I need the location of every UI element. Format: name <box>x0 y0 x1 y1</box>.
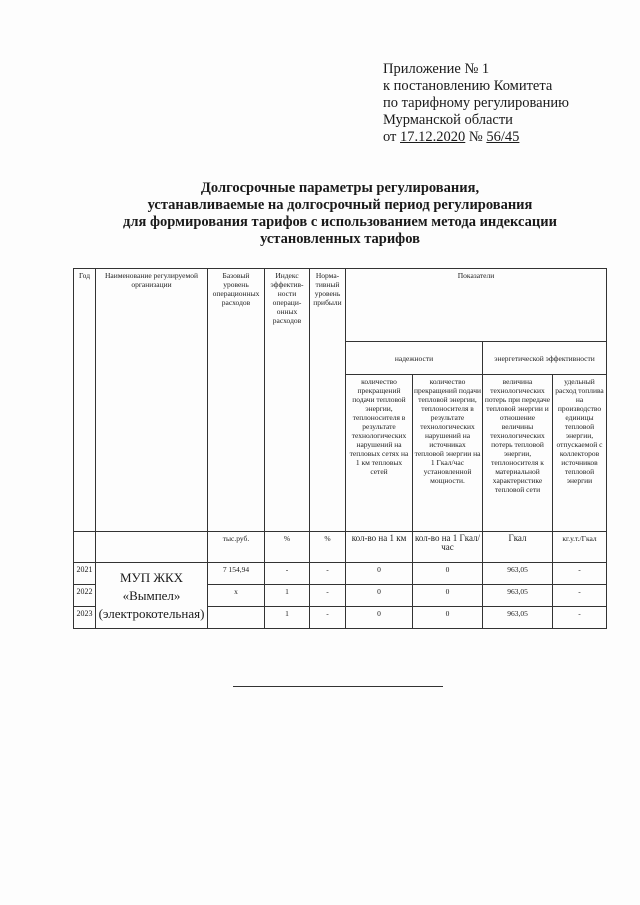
row-index: 1 <box>265 585 310 607</box>
appendix-block <box>383 61 633 146</box>
title-line3: для формирования тарифов с использованием метода индексации <box>123 214 557 230</box>
row-v4: - <box>553 585 607 607</box>
title-line4: установленных тарифов <box>260 231 420 247</box>
row-v2: 0 <box>413 607 483 629</box>
org-name: МУП ЖКХ «Вымпел» (электрокотельная) <box>96 563 208 629</box>
unit-index: % <box>265 532 310 563</box>
date-prefix: от <box>383 129 401 145</box>
header-reliability: надежности <box>346 342 483 375</box>
row-v4: - <box>553 607 607 629</box>
row-index: 1 <box>265 607 310 629</box>
row-profit: - <box>310 563 346 585</box>
title-line2: устанавливаемые на долгосрочный период регулирования <box>147 197 533 213</box>
header-year: Год <box>74 269 96 532</box>
row-v1: 0 <box>346 585 413 607</box>
row-v1: 0 <box>346 563 413 585</box>
desc-efficiency-losses: величина технологических потерь при передаче тепловой энергии и отношение величины технологических потерь тепловой энергии, теплоносителя к материальной характеристике тепловой сети <box>483 375 553 532</box>
unit-year-empty <box>74 532 96 563</box>
appendix-date-line <box>383 129 633 146</box>
unit-efficiency-fuel: кг.у.т./Гкал <box>553 532 607 563</box>
unit-org-empty <box>96 532 208 563</box>
appendix-line3: по тарифному регулированию <box>383 95 569 111</box>
row-v4: - <box>553 563 607 585</box>
header-efficiency: энергетической эффективности <box>483 342 607 375</box>
row-v3: 963,05 <box>483 607 553 629</box>
row-v3: 963,05 <box>483 585 553 607</box>
desc-efficiency-fuel: удельный расход топлива на производство единицы тепловой энергии, отпускаемой с коллекторов источников тепловой энергии <box>553 375 607 532</box>
unit-profit: % <box>310 532 346 563</box>
row-v1: 0 <box>346 607 413 629</box>
row-v3: 963,05 <box>483 563 553 585</box>
desc-reliability-source: количество прекращений подачи тепловой энергии, теплоносителя в результате технологических нарушений на источниках тепловой энергии на 1 Гкал/час установленной мощности. <box>413 375 483 532</box>
appendix-line4: Мурманской области <box>383 112 513 128</box>
row-base: 7 154,94 <box>208 563 265 585</box>
row-year: 2022 <box>74 585 96 607</box>
header-profit: Норма-тивный уровень прибыли <box>310 269 346 532</box>
header-index: Индекс эффектив-ности операци-онных расходов <box>265 269 310 532</box>
row-index: - <box>265 563 310 585</box>
parameters-table <box>73 268 607 629</box>
title-line1: Долгосрочные параметры регулирования, <box>200 180 480 196</box>
resolution-number: 56/45 <box>486 129 520 145</box>
unit-efficiency-losses: Гкал <box>483 532 553 563</box>
appendix-line1: Приложение № 1 <box>383 61 490 77</box>
row-year: 2021 <box>74 563 96 585</box>
row-profit: - <box>310 607 346 629</box>
row-v2: 0 <box>413 563 483 585</box>
signature-line <box>233 686 443 687</box>
header-org: Наименование регулируемой организации <box>96 269 208 532</box>
row-base: х <box>208 585 265 607</box>
row-v2: 0 <box>413 585 483 607</box>
unit-reliability-network: кол-во на 1 км <box>346 532 413 563</box>
header-indicators: Показатели <box>346 269 607 342</box>
appendix-line2: к постановлению Комитета <box>383 78 553 94</box>
unit-base: тыс.руб. <box>208 532 265 563</box>
desc-reliability-network: количество прекращений подачи тепловой энергии, теплоносителя в результате технологических нарушений на тепловых сетях на 1 км тепловых сетей <box>346 375 413 532</box>
document-title <box>60 180 620 248</box>
table-row <box>74 563 607 585</box>
row-year: 2023 <box>74 607 96 629</box>
number-prefix: № <box>465 129 487 145</box>
resolution-date: 17.12.2020 <box>400 129 466 145</box>
row-base <box>208 607 265 629</box>
header-base: Базовый уровень операционных расходов <box>208 269 265 532</box>
row-profit: - <box>310 585 346 607</box>
unit-reliability-source: кол-во на 1 Гкал/час <box>413 532 483 563</box>
